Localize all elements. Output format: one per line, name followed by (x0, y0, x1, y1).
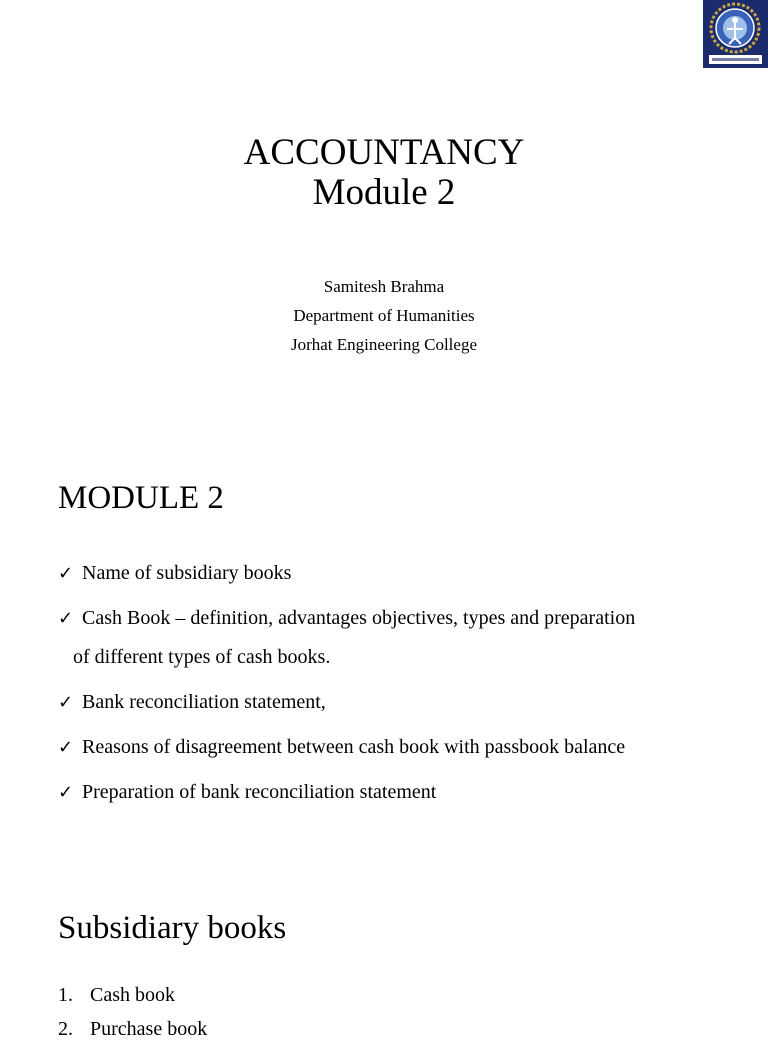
checkmark-icon: ✓ (58, 608, 74, 629)
author-name: Samitesh Brahma (323, 277, 445, 296)
module-slide (0, 420, 768, 840)
title-slide (0, 0, 768, 420)
list-item-text: Preparation of bank reconciliation statement (82, 781, 437, 803)
list-item (58, 683, 718, 722)
list-item-label: Purchase book (90, 1018, 208, 1040)
list-item (58, 1012, 207, 1046)
checkmark-icon: ✓ (58, 782, 74, 803)
list-item (58, 599, 718, 677)
list-item-text: Name of subsidiary books (82, 562, 292, 584)
list-item-text: Cash Book – definition, advantages objectives, types and preparation (82, 607, 636, 629)
list-item (58, 728, 718, 767)
college-name: Jorhat Engineering College (290, 335, 477, 354)
list-item-number: 1. (58, 984, 73, 1006)
title-block (0, 133, 768, 213)
list-item-text: Reasons of disagreement between cash book with passbook balance (82, 736, 626, 758)
list-item-label: Cash book (90, 984, 175, 1006)
list-item (58, 978, 207, 1012)
slide-title: ACCOUNTANCY (243, 132, 525, 173)
subsidiary-book-list (58, 978, 207, 1046)
list-item (58, 554, 718, 593)
checkmark-icon: ✓ (58, 737, 74, 758)
list-item (58, 773, 718, 812)
module-heading: MODULE 2 (58, 480, 224, 516)
slide-subtitle: Module 2 (312, 172, 456, 213)
college-emblem-icon (703, 0, 768, 68)
checkmark-icon: ✓ (58, 692, 74, 713)
list-item-number: 2. (58, 1018, 73, 1040)
list-item-text: Bank reconciliation statement, (82, 691, 326, 713)
list-item-continuation: of different types of cash books. (73, 646, 331, 668)
module-topic-list (58, 554, 718, 818)
checkmark-icon: ✓ (58, 563, 74, 584)
subsidiary-heading: Subsidiary books (58, 910, 287, 946)
author-block (0, 272, 768, 359)
department-name: Department of Humanities (293, 306, 475, 325)
subsidiary-books-slide (0, 840, 768, 1040)
